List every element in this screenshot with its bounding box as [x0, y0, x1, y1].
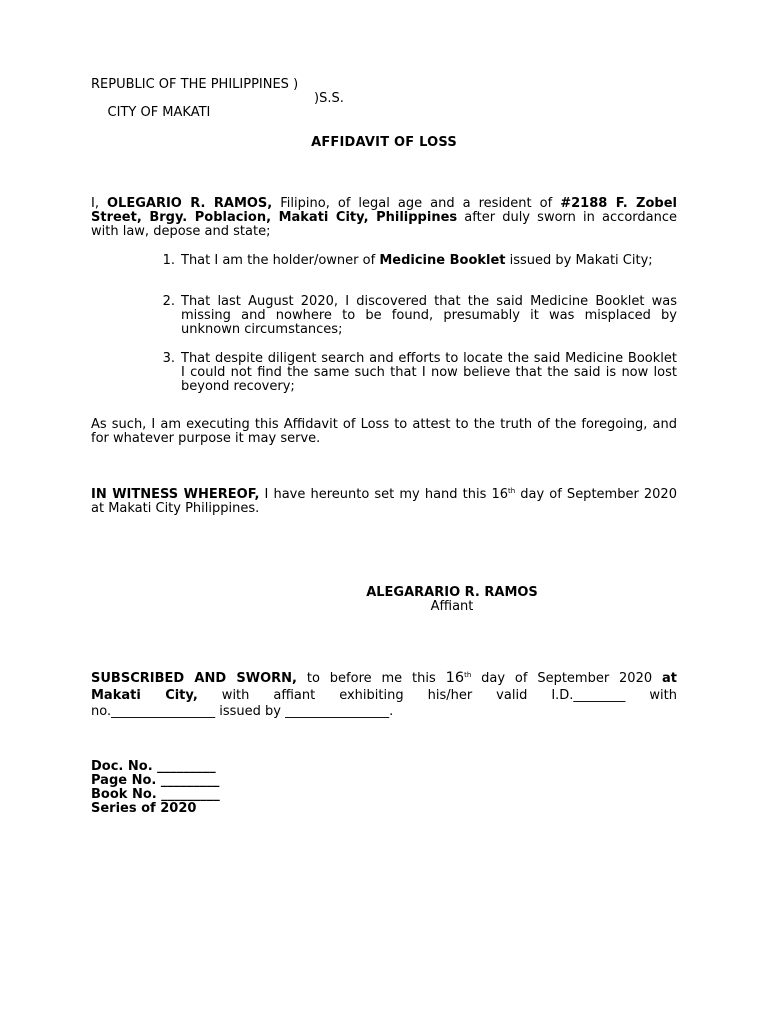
item-bold-text: Medicine Booklet	[379, 253, 506, 268]
doc-number-line: Doc. No. _________	[91, 759, 216, 774]
intro-text-1: I,	[91, 196, 107, 211]
page-number-line: Page No. _________	[91, 773, 220, 788]
list-number: 1.	[162, 253, 175, 268]
venue-republic: REPUBLIC OF THE PHILIPPINES )	[91, 77, 299, 92]
sworn-line-2	[91, 689, 677, 703]
item-text: That last August 2020, I discovered that the said Medicine Booklet was missing and nowhere to be found, presumably it was misplaced by unknown circumstances;	[181, 294, 677, 337]
list-item	[162, 294, 677, 337]
sworn-place: Makati City,	[91, 688, 198, 703]
intro-text-2: Filipino, of legal age and a resident of	[272, 196, 561, 211]
item-text: That I am the holder/owner of	[181, 253, 380, 268]
ordinal-suffix: th	[464, 671, 472, 679]
witness-text-1: I have hereunto set my hand this 16	[259, 487, 508, 502]
item-text: That despite diligent search and efforts to locate the said Medicine Booklet I could not find the same such that I now believe that the said is now lost beyond recovery;	[181, 351, 677, 394]
list-item	[162, 351, 677, 394]
intro-text-3: after duly sworn in accordance with law, depose and state;	[91, 210, 677, 239]
item-text: issued by Makati City;	[505, 253, 653, 268]
sworn-text-2: day of September 2020	[471, 671, 662, 686]
venue-city-text: CITY OF MAKATI	[107, 105, 211, 120]
series-line: Series of 2020	[91, 801, 197, 816]
sworn-line-3: no.________________ issued by ________________.	[91, 704, 394, 719]
sworn-line-1	[91, 671, 677, 686]
list-number: 3.	[162, 351, 175, 366]
intro-paragraph	[91, 197, 677, 239]
affiant-label: Affiant	[430, 599, 474, 614]
sworn-text-3: with affiant exhibiting his/her valid I.D.________ with	[197, 688, 678, 703]
venue-ss: )S.S.	[314, 91, 344, 106]
sworn-lead: SUBSCRIBED AND SWORN,	[91, 671, 297, 686]
list-item	[162, 253, 677, 268]
witness-text-2: day of September 2020 at Makati City Philippines.	[91, 487, 677, 516]
affiant-address: #2188 F. Zobel Street, Brgy. Poblacion, Makati City, Philippines	[91, 196, 677, 225]
affiant-name-intro: OLEGARIO R. RAMOS,	[107, 196, 273, 211]
as-such-paragraph: As such, I am executing this Affidavit of Loss to attest to the truth of the foregoing, and for whatever purpose it may serve.	[91, 417, 677, 446]
venue-city	[91, 92, 210, 134]
sworn-at: at	[662, 671, 677, 686]
sworn-text-1: to before me this	[297, 671, 446, 686]
ordinal-suffix: th	[508, 487, 516, 495]
document-title: AFFIDAVIT OF LOSS	[311, 135, 457, 150]
witness-lead: IN WITNESS WHEREOF,	[91, 487, 260, 502]
book-number-line: Book No. _________	[91, 787, 220, 802]
affiant-signature-name: ALEGARARIO R. RAMOS	[366, 585, 538, 600]
witness-paragraph	[91, 488, 677, 516]
list-number: 2.	[162, 294, 175, 309]
sworn-day: 16	[445, 670, 465, 686]
